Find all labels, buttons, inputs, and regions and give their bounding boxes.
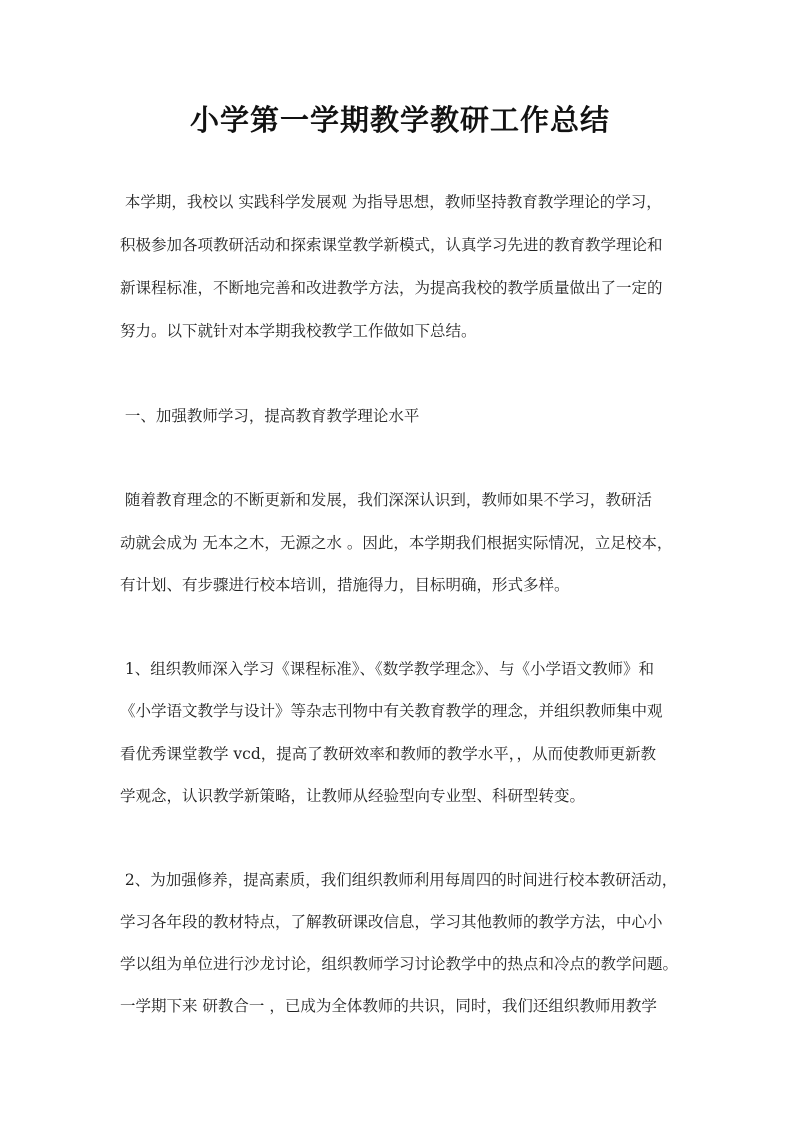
paragraph-line: 学以组为单位进行沙龙讨论，组织教师学习讨论教学中的热点和冷点的教学问题。 (120, 955, 679, 973)
paragraph-line: 2、为加强修养，提高素质，我们组织教师利用每周四的时间进行校本教研活动， (120, 871, 678, 889)
paragraph-line: 有计划、有步骤进行校本培训，措施得力，目标明确，形式多样。 (120, 576, 570, 594)
paragraph-line: 一学期下来 研教合一 ，已成为全体教师的共识，同时，我们还组织教师用教学 (120, 997, 657, 1015)
paragraph-line: 动就会成为 无本之木，无源之水 。因此，本学期我们根据实际情况，立足校本， (120, 534, 673, 552)
paragraph-line: 看优秀课堂教学 vcd，提高了教研效率和教师的教学水平，，从而使教师更新教 (120, 745, 657, 763)
paragraph-line: 随着教育理念的不断更新和发展，我们深深认识到，教师如果不学习，教研活 (120, 491, 652, 509)
paragraph-line: 积极参加各项教研活动和探索课堂教学新模式，认真学习先进的教育教学理论和 (120, 236, 663, 254)
paragraph-line: 1、组织教师深入学习《课程标准》、《数学教学理念》、与《小学语文教师》和 (120, 660, 655, 678)
paragraph-line: 《小学语文教学与设计》等杂志刊物中有关教育教学的理念，并组织教师集中观 (120, 702, 663, 720)
paragraph-line: 新课程标准，不断地完善和改进教学方法，为提高我校的教学质量做出了一定的 (120, 279, 663, 297)
paragraph-line: 学习各年段的教材特点，了解教研课改信息，学习其他教师的教学方法，中心小 (120, 913, 663, 931)
paragraph-line: 学观念，认识教学新策略，让教师从经验型向专业型、科研型转变。 (120, 787, 586, 805)
paragraph-line: 本学期，我校以 实践科学发展观 为指导思想，教师坚持教育教学理论的学习， (120, 193, 662, 211)
section-heading: 一、加强教师学习，提高教育教学理论水平 (120, 407, 420, 425)
document-title: 小学第一学期教学教研工作总结 (189, 103, 610, 137)
paragraph-line: 努力。以下就针对本学期我校教学工作做如下总结。 (120, 322, 477, 340)
